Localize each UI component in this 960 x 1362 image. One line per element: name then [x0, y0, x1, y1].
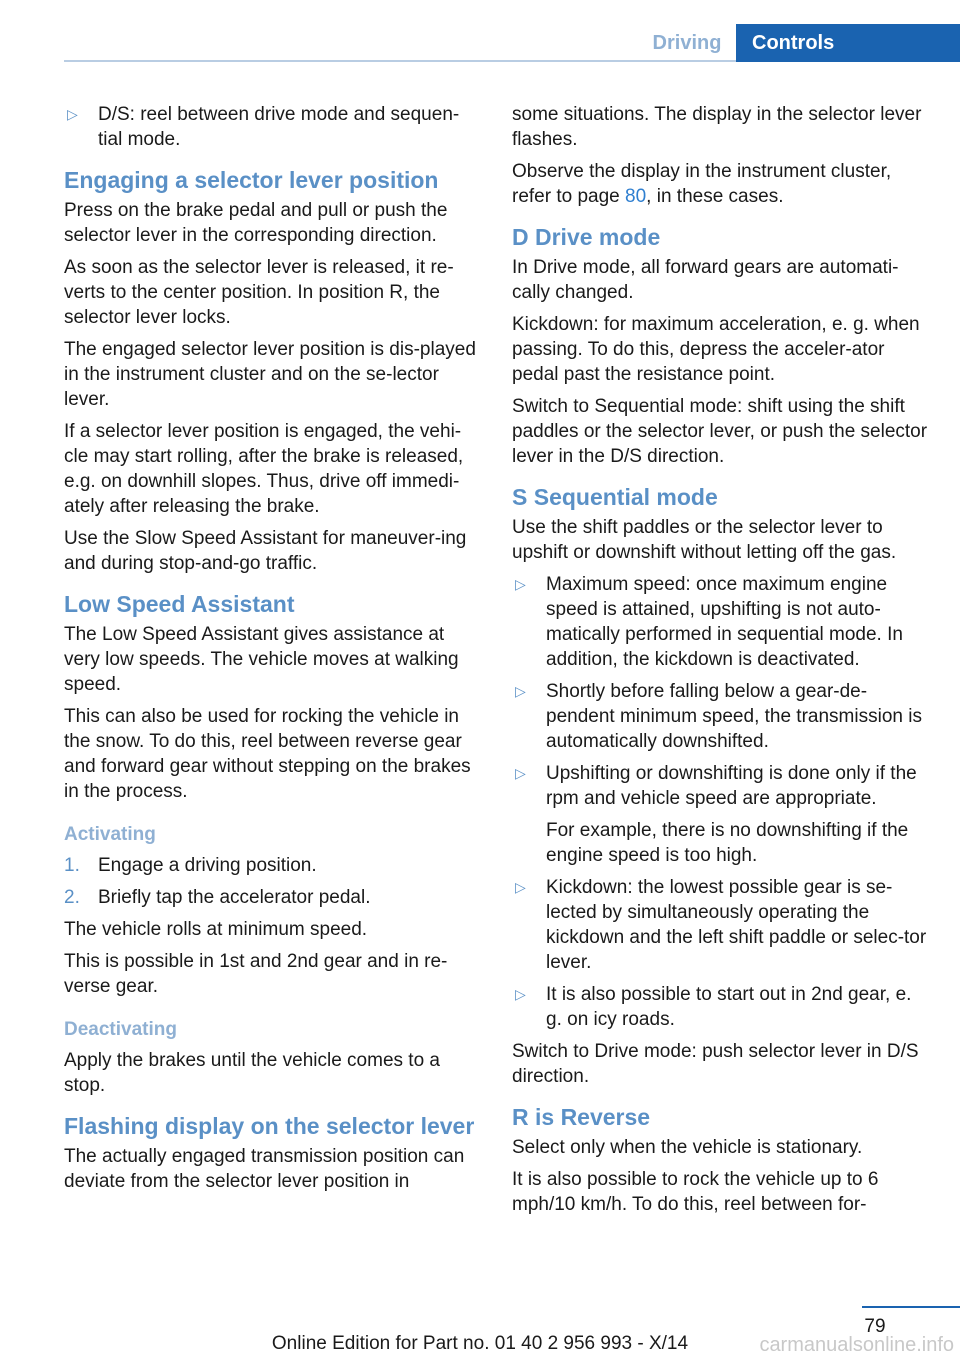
paragraph: As soon as the selector lever is released, it re-verts to the center position. In position R, the selector lever locks. — [64, 257, 454, 328]
bullet-text: Upshifting or downshifting is done only if the rpm and vehicle speed are appropriate. — [546, 763, 917, 809]
bullet-text: For example, there is no downshifting if the engine speed is too high. — [546, 820, 909, 866]
paragraph: Use the Slow Speed Assistant for maneuver-ing and during stop-and-go traffic. — [64, 528, 467, 574]
paragraph: Switch to Sequential mode: shift using the shift paddles or the selector lever, or push the selector lever in the D/S direction. — [512, 396, 928, 467]
paragraph: It is also possible to rock the vehicle up to 6 mph/10 km/h. To do this, reel between for- — [512, 1169, 879, 1215]
step-text: Engage a driving position. — [98, 855, 317, 876]
paragraph: Press on the brake pedal and pull or push the selector lever in the corresponding direction. — [64, 200, 448, 246]
bullet-text: Maximum speed: once maximum engine speed is attained, upshifting is not auto-matically performed in sequential mode. In addition, the kickdown is deactivated. — [546, 574, 903, 670]
paragraph: The actually engaged transmission position can deviate from the selector lever position in — [64, 1146, 465, 1192]
numbered-step — [64, 853, 482, 878]
triangle-bullet-icon: ▷ — [515, 879, 526, 895]
paragraph: Kickdown: for maximum acceleration, e. g. when passing. To do this, depress the acceler-ator pedal past the resistance point. — [512, 314, 920, 385]
triangle-bullet-icon: ▷ — [515, 683, 526, 699]
paragraph: some situations. The display in the selector lever flashes. — [512, 104, 922, 150]
subheading-activating: Activating — [64, 824, 156, 845]
header-section-tab[interactable]: Driving — [652, 32, 722, 54]
bullet-text: It is also possible to start out in 2nd gear, e. g. on icy roads. — [546, 984, 912, 1030]
section-heading-reverse: R is Reverse — [512, 1104, 651, 1130]
edition-footer: Online Edition for Part no. 01 40 2 956 993 - X/14 — [271, 1333, 689, 1354]
triangle-bullet-icon: ▷ — [515, 986, 526, 1002]
paragraph: The Low Speed Assistant gives assistance at very low speeds. The vehicle moves at walking speed. — [64, 624, 459, 695]
step-text: Briefly tap the accelerator pedal. — [98, 887, 371, 908]
paragraph: Apply the brakes until the vehicle comes to a stop. — [64, 1050, 440, 1096]
bullet-item — [512, 572, 932, 672]
section-heading-drive-mode: D Drive mode — [512, 224, 661, 250]
paragraph: Use the shift paddles or the selector lever to upshift or downshift without letting off the gas. — [512, 517, 897, 563]
text: , in these cases. — [646, 186, 784, 207]
numbered-step — [64, 885, 482, 910]
bullet-item — [512, 679, 932, 754]
bullet-text: Shortly before falling below a gear-de-pendent minimum speed, the transmission is automatically downshifted. — [546, 681, 922, 752]
page-number: 79 — [864, 1316, 886, 1337]
step-number: 1. — [64, 855, 80, 876]
step-number: 2. — [64, 887, 80, 908]
page-reference-link[interactable]: 80 — [625, 186, 647, 207]
paragraph: This can also be used for rocking the vehicle in the snow. To do this, reel between reverse gear and forward gear without stepping on the brakes in the process. — [64, 706, 471, 802]
bullet-item — [512, 982, 932, 1032]
triangle-bullet-icon: ▷ — [515, 576, 526, 592]
paragraph: Switch to Drive mode: push selector lever in D/S direction. — [512, 1041, 919, 1087]
paragraph-with-link — [512, 159, 932, 209]
paragraph: This is possible in 1st and 2nd gear and in re-verse gear. — [64, 951, 448, 997]
section-heading-low-speed-assistant: Low Speed Assistant — [64, 591, 295, 617]
bullet-item — [512, 875, 932, 975]
section-heading-sequential-mode: S Sequential mode — [512, 484, 718, 510]
triangle-bullet-icon: ▷ — [515, 765, 526, 781]
bullet-text: D/S: reel between drive mode and sequen-tial mode. — [98, 104, 460, 150]
paragraph: If a selector lever position is engaged, the vehi-cle may start rolling, after the brake is released, e.g. on downhill slopes. Thus, drive off immedi-ately after releasing the brake. — [64, 421, 464, 517]
subheading-deactivating: Deactivating — [64, 1019, 177, 1040]
section-heading-engaging: Engaging a selector lever position — [64, 167, 439, 193]
paragraph: The vehicle rolls at minimum speed. — [64, 919, 368, 940]
paragraph: In Drive mode, all forward gears are automati-cally changed. — [512, 257, 899, 303]
bullet-item — [512, 761, 932, 868]
triangle-bullet-icon: ▷ — [67, 106, 78, 122]
bullet-item — [64, 102, 482, 152]
text: Observe the display in the instrument cluster, refer to page — [512, 161, 892, 207]
footer-rule — [862, 1306, 960, 1308]
bullet-text: Kickdown: the lowest possible gear is se-lected by simultaneously operating the kickdown and the left shift paddle or selec-tor lever. — [546, 877, 927, 973]
paragraph: The engaged selector lever position is dis-played in the instrument cluster and on the se-lector lever. — [64, 339, 476, 410]
right-column — [512, 102, 932, 1224]
watermark: carmanualsonline.info — [759, 1334, 954, 1356]
section-heading-flashing-display: Flashing display on the selector lever — [64, 1113, 475, 1139]
paragraph: Select only when the vehicle is stationary. — [512, 1137, 863, 1158]
left-column — [64, 102, 482, 1201]
header-chapter-tab[interactable]: Controls — [736, 24, 960, 62]
